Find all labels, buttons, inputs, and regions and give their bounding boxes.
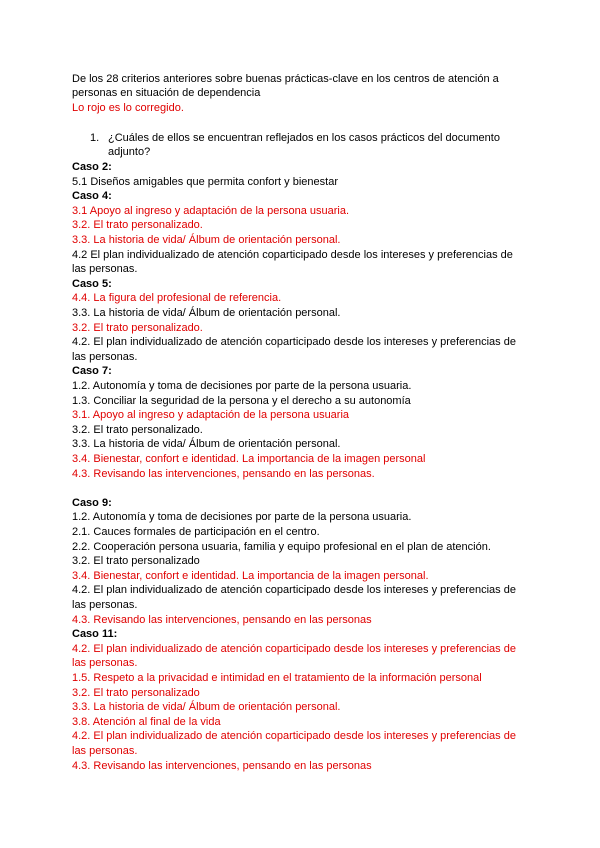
criterion-line: 4.4. La figura del profesional de referencia. <box>72 292 282 305</box>
criterion-line: 1.5. Respeto a la privacidad e intimidad en el tratamiento de la información personal <box>72 672 482 684</box>
question-line-1: ¿Cuáles de ellos se encuentran reflejados en los casos prácticos del documento <box>108 132 500 144</box>
criterion-line: las personas. <box>72 599 138 611</box>
criterion-line: 1.3. Conciliar la seguridad de la persona y el derecho a su autonomía <box>72 394 411 407</box>
criterion-line: 4.3. Revisando las intervenciones, pensando en las personas. <box>72 467 375 480</box>
criterion-line: 4.2 El plan individualizado de atención coparticipado desde los intereses y preferencias de <box>72 248 513 261</box>
criterion-line: 2.1. Cauces formales de participación en el centro. <box>72 526 320 538</box>
criterion-line: las personas. <box>72 657 138 670</box>
case-heading: Caso 9: <box>72 496 112 509</box>
case-heading: Caso 11: <box>72 628 118 641</box>
intro-line-2: personas en situación de dependencia <box>72 87 261 99</box>
criterion-line: 4.2. El plan individualizado de atención coparticipado desde los intereses y preferencias de <box>72 584 516 597</box>
criterion-line: 4.2. El plan individualizado de atención coparticipado desde los intereses y preferencias de <box>72 730 516 743</box>
criterion-line: 3.1. Apoyo al ingreso y adaptación de la persona usuaria <box>72 409 350 422</box>
criterion-line: 3.2. El trato personalizado <box>72 686 200 699</box>
criterion-line: las personas. <box>72 263 138 276</box>
criterion-line: 3.2. El trato personalizado. <box>72 321 203 334</box>
case-heading: Caso 7: <box>72 365 112 378</box>
criterion-line: 3.1 Apoyo al ingreso y adaptación de la persona usuaria. <box>72 204 350 217</box>
criterion-line: 4.3. Revisando las intervenciones, pensando en las personas <box>72 759 372 772</box>
criterion-line: 3.3. La historia de vida/ Álbum de orientación personal. <box>72 234 341 246</box>
criterion-line: 3.2. El trato personalizado. <box>72 423 203 436</box>
criterion-line: 2.2. Cooperación persona usuaria, familia y equipo profesional en el plan de atención. <box>72 540 491 553</box>
criterion-line: 4.2. El plan individualizado de atención coparticipado desde los intereses y preferencias de <box>72 336 516 349</box>
question-line-2: adjunto? <box>108 146 151 158</box>
criterion-line: 3.4. Bienestar, confort e identidad. La importancia de la imagen personal <box>72 453 426 465</box>
criterion-line: 1.2. Autonomía y toma de decisiones por parte de la persona usuaria. <box>72 511 412 524</box>
criterion-line: 4.3. Revisando las intervenciones, pensando en las personas <box>72 613 372 626</box>
question-number: 1. <box>90 132 100 144</box>
criterion-line: las personas. <box>72 745 138 757</box>
criterion-line: 3.3. La historia de vida/ Álbum de orientación personal. <box>72 701 341 714</box>
case-heading: Caso 5: <box>72 277 112 290</box>
case-heading: Caso 4: <box>72 190 112 203</box>
criterion-line: 3.8. Atención al final de la vida <box>72 715 221 728</box>
criterion-line: las personas. <box>72 350 138 363</box>
case-heading: Caso 2: <box>72 161 112 173</box>
criterion-line: 3.4. Bienestar, confort e identidad. La importancia de la imagen personal. <box>72 569 429 582</box>
criterion-line: 5.1 Diseños amigables que permita confort y bienestar <box>72 175 338 188</box>
criterion-line: 1.2. Autonomía y toma de decisiones por parte de la persona usuaria. <box>72 380 412 392</box>
criterion-line: 3.2. El trato personalizado <box>72 555 200 568</box>
criterion-line: 3.3. La historia de vida/ Álbum de orientación personal. <box>72 307 341 319</box>
criterion-line: 3.3. La historia de vida/ Álbum de orientación personal. <box>72 438 341 451</box>
correction-note: Lo rojo es lo corregido. <box>72 102 184 114</box>
criterion-line: 3.2. El trato personalizado. <box>72 219 203 232</box>
criterion-line: 4.2. El plan individualizado de atención coparticipado desde los intereses y preferencias de <box>72 642 516 655</box>
intro-line-1: De los 28 criterios anteriores sobre buenas prácticas-clave en los centros de atención a <box>72 73 499 85</box>
